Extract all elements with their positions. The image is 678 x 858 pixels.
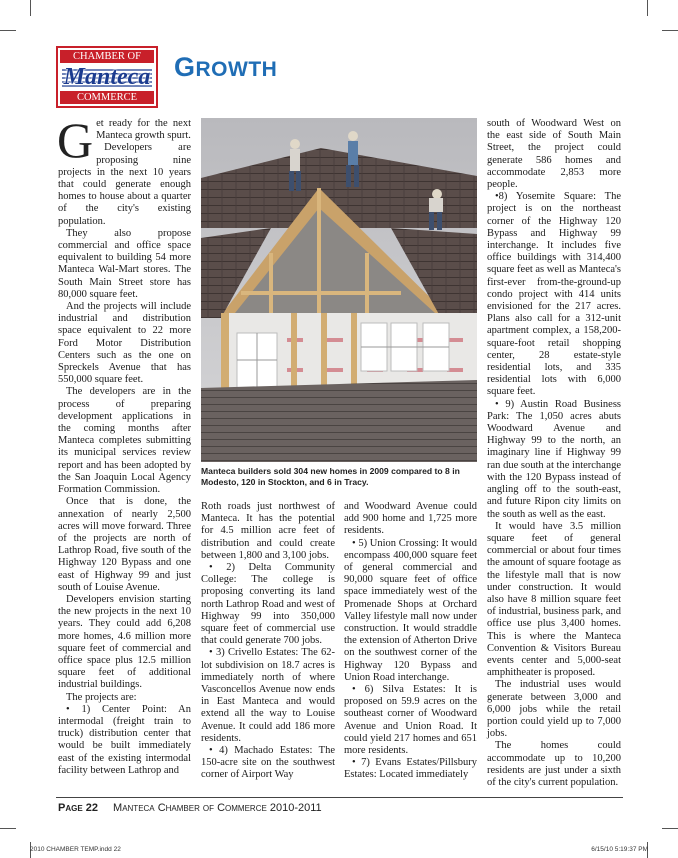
lead-paragraph	[57, 112, 191, 168]
paragraph: •8) Yosemite Square: The project is on the northeast corner of the Highway 120 Bypass and Highway 99 interchange. It includes five office buildings with 314,400 square feet as well as Manteca's first-ever from-the-ground-up condo project with 414 units envisioned for the 217 acres. Plans also call for a 312-unit apartment complex, a 158,200-square-foot retail shopping center, 28 estate-style residential lots, and 335 residential lots with 6,000 square feet.	[487, 191, 621, 398]
paragraph: • 4) Machado Estates: The 150-acre site on the southwest corner of Airport Way	[201, 745, 335, 781]
crop-mark	[0, 30, 16, 31]
footer-rule	[56, 797, 623, 798]
section-title-rest: ROWTH	[195, 58, 278, 81]
article-column-3	[344, 501, 477, 782]
article-column-2	[201, 501, 335, 782]
construction-photo	[201, 118, 477, 462]
logo-top-text: CHAMBER OF	[73, 51, 141, 62]
section-title	[174, 52, 277, 83]
print-slug-right: 6/15/10 5:19:37 PM	[591, 846, 648, 853]
paragraph: They also propose commercial and office space equivalent to building 54 more Manteca Wal-Mart stores. The South Main Street store has 80,000 square feet.	[58, 227, 191, 300]
paragraph: • 7) Evans Estates/Pillsbury Estates: Located immediately	[344, 757, 477, 781]
section-title-initial: G	[174, 52, 196, 82]
drop-cap: G	[57, 112, 94, 168]
page-footer	[58, 802, 322, 814]
paragraph-text: et ready for the next Manteca growth spurt.	[96, 118, 191, 142]
paragraph: • 6) Silva Estates: It is proposed on 59.9 acres on the southeast corner of Woodward Avenue and Union Road. It could yield 217 homes and 651 more residents.	[344, 684, 477, 757]
chamber-logo	[56, 46, 158, 108]
paragraph: The homes could accommodate up to 10,200 residents are just under a sixth of the city's current population.	[487, 740, 621, 788]
photo-caption: Manteca builders sold 304 new homes in 2009 compared to 8 in Modesto, 120 in Stockton, and 6 in Tracy.	[201, 466, 460, 487]
article-column-1	[57, 112, 191, 777]
paragraph: Developers are proposing nine projects in the next 10 years that could generate enough homes to house about a quarter of the city's existing population.	[58, 142, 191, 227]
logo-city-text: Manteca	[63, 64, 151, 90]
paragraph: The projects are:	[66, 691, 137, 703]
paragraph: south of Woodward West on the east side of South Main Street, the project could generate 586 homes and accommodate 2,853 more people.	[487, 118, 621, 191]
paragraph: • 3) Crivello Estates: The 62-lot subdivision on 18.7 acres is immediately north of where Vasconcellos Avenue now ends in East Manteca and would extend all the way to Louise Avenue. It could add 186 more residents.	[201, 647, 335, 744]
crop-mark	[662, 30, 678, 31]
crop-mark	[0, 828, 16, 829]
paragraph: Roth roads just northwest of Manteca. It has the potential for 4.5 million acre feet of distribution and could create between 1,800 and 3,100 jobs.	[201, 501, 335, 561]
crop-mark	[662, 828, 678, 829]
crop-mark	[647, 0, 648, 16]
print-slug-left: 2010 CHAMBER TEMP.indd 22	[30, 846, 121, 853]
paragraph: And the projects will include industrial and distribution space equivalent to 22 more Ford Motor Distribution Centers such as the one on Spreckels Avenue that has 550,000 square feet.	[58, 301, 191, 386]
page-number: Page 22	[58, 802, 98, 814]
logo-bottom-text: COMMERCE	[76, 92, 138, 103]
publication-name: Manteca Chamber of Commerce 2010-2011	[113, 802, 322, 814]
paragraph: and Woodward Avenue could add 900 home and 1,725 more residents.	[344, 501, 477, 537]
crop-mark	[30, 0, 31, 16]
paragraph: • 9) Austin Road Business Park: The 1,050 acres abuts Woodward Avenue and Highway 99 to the north, an imaginary line if Highway 99 ran due south at the interchange with the 120 Bypass instead of angling off to the south-east, and future Ripon city limits on the south as well as the east.	[487, 398, 621, 520]
paragraph: Developers envision starting the new projects in the next 10 years. They could add 6,208 more homes, 4.6 million more square feet of commercial and office space plus 12.5 million square feet of additional industrial buildings.	[58, 593, 191, 691]
paragraph: It would have 3.5 million square feet of general commercial or about four times the amount of square footage as the lifestyle mall that is now under construction. It would also have 8 million square feet of industrial, business park, and office use plus 3,400 homes. This is where the Manteca Convention & Visitors Bureau events center and 5,000-seat amphitheater is proposed.	[487, 520, 621, 679]
paragraph: The developers are in the process of preparing development applications in the coming months after Manteca completes submitting its municipal services review report and has been adopted by the San Joaquin Local Agency Formation Commission.	[58, 386, 191, 496]
paragraph: • 2) Delta Community College: The college is proposing converting its land north Lathrop Road and west of Highway 99 into 350,000 square feet of commercial use that could generate 700 jobs.	[201, 562, 335, 647]
paragraph: • 5) Union Crossing: It would encompass 400,000 square feet of general commercial and 90,000 square feet of office space immediately west of the Promenade Shops at Orchard Valley lifestyle mall now under construction. It would straddle the extension of Atherton Drive on the southwest corner of the Highway 120 Bypass and Union Road interchange.	[344, 537, 477, 683]
paragraph: Once that is done, the annexation of nearly 2,500 acres will move forward. Three of the projects are north of Lathrop Road, five south of the Highway 120 Bypass and one east of Highway 99 and just south of Louise Avenue.	[58, 496, 191, 593]
paragraph: • 1) Center Point: An intermodal (freight train to truck) distribution center that would be built immediately east of the existing intermodal facility between Lathrop and	[58, 703, 191, 776]
article-column-4	[487, 118, 621, 789]
paragraph: The industrial uses would generate between 3,000 and 6,000 jobs while the retail portion could yield up to 7,000 jobs.	[487, 679, 621, 740]
